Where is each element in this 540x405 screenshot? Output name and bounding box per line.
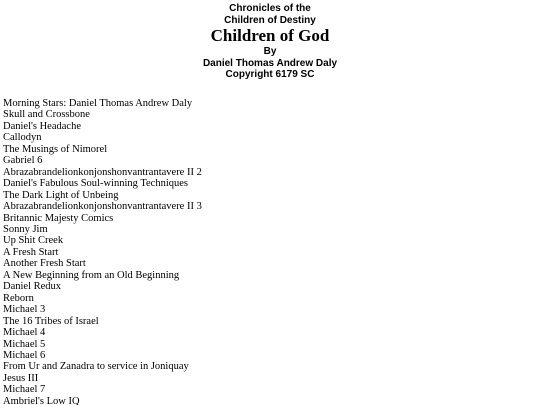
chapter-link[interactable]: Daniel's Fabulous Soul-winning Techniques — [3, 178, 188, 190]
chapter-link[interactable]: Reborn — [3, 292, 34, 304]
chapter-link[interactable]: Daniel's Headache — [3, 120, 81, 132]
book-header — [0, 3, 540, 81]
chapter-link[interactable]: The Musings of Nimorel — [3, 143, 108, 155]
chapter-link[interactable]: Abrazabrandelionkonjonshonvantrantavere II 2 — [3, 166, 202, 178]
chapter-link[interactable]: Michael 6 — [3, 349, 46, 361]
chapter-link[interactable]: Abrazabrandelionkonjonshonvantrantavere II 3 — [3, 201, 202, 213]
chapter-link[interactable]: Daniel Redux — [3, 281, 62, 293]
chapter-link[interactable]: Jesus III — [3, 372, 39, 384]
chapter-link[interactable]: From Ur and Zanadra to service in Joniquay — [3, 361, 189, 373]
chapter-link[interactable]: The Dark Light of Unbeing — [3, 189, 119, 201]
chapter-link[interactable]: Michael 3 — [3, 304, 46, 316]
chapter-link[interactable]: Morning Stars: Daniel Thomas Andrew Daly — [3, 98, 193, 109]
by-label: By — [263, 46, 277, 57]
series-line-2: Children of Destiny — [224, 14, 316, 26]
chapter-link[interactable]: Michael 7 — [3, 384, 46, 396]
author-name: Daniel Thomas Andrew Daly — [202, 57, 338, 69]
chapter-link[interactable]: A Fresh Start — [3, 246, 59, 258]
chapter-link[interactable]: Up Shit Creek — [3, 235, 64, 247]
chapter-link[interactable]: Michael 4 — [3, 327, 46, 339]
chapter-list — [3, 98, 202, 405]
book-title: Children of God — [210, 26, 330, 45]
chapter-link[interactable]: Gabriel 6 — [3, 155, 43, 167]
chapter-link[interactable]: Skull and Crossbone — [3, 109, 90, 121]
chapter-link[interactable]: Britannic Majesty Comics — [3, 212, 114, 224]
chapter-link[interactable]: Callodyn — [3, 132, 42, 144]
chapter-link[interactable]: A New Beginning from an Old Beginning — [3, 269, 180, 281]
chapter-link[interactable]: Another Fresh Start — [3, 258, 86, 270]
chapter-link[interactable]: The 16 Tribes of Israel — [3, 315, 99, 327]
series-line-1: Chronicles of the — [229, 3, 311, 14]
chapter-link[interactable]: Michael 5 — [3, 338, 46, 350]
copyright-notice: Copyright 6179 SC — [225, 69, 315, 80]
chapter-link[interactable]: Sonny Jim — [3, 223, 48, 235]
chapter-link[interactable]: Ambriel's Low IQ — [3, 395, 80, 405]
